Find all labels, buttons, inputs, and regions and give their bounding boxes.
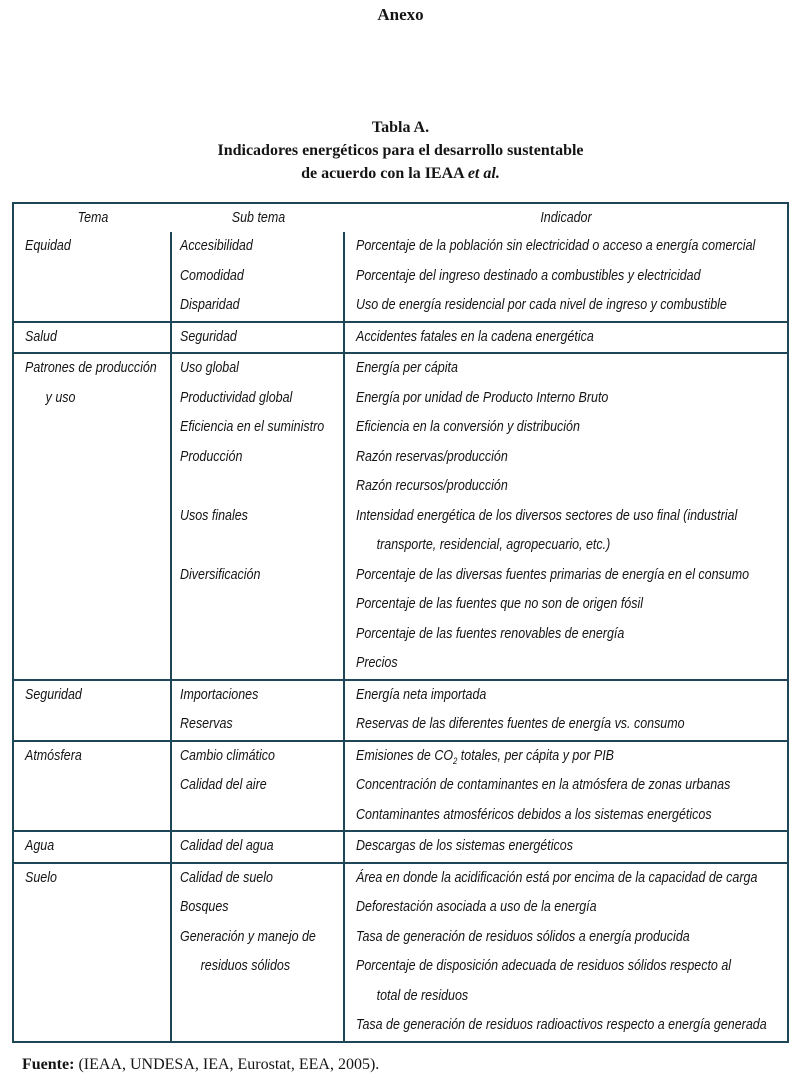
cell-line: Área en donde la acidificación está por encima de la capacidad de carga <box>356 869 758 886</box>
tema-cell <box>14 864 172 1041</box>
tema-cell <box>14 354 172 679</box>
cell-content <box>356 832 785 862</box>
cell-line: Agua <box>25 838 55 854</box>
table-row <box>14 862 787 1041</box>
cell-line: Eficiencia en el suministro <box>180 419 325 435</box>
table-row <box>14 679 787 740</box>
cell-line: y uso <box>45 389 76 406</box>
indicador-cell <box>345 742 787 831</box>
table-title-line1: Tabla A. <box>371 119 430 136</box>
cell-line: Energía por unidad de Producto Interno Bruto <box>356 389 609 406</box>
page-title: Anexo <box>377 5 424 24</box>
cell-line: Contaminantes atmosféricos debidos a los sistemas energéticos <box>356 806 712 823</box>
cell-line: Seguridad <box>180 328 237 345</box>
tema-cell <box>14 832 172 862</box>
cell-content <box>25 323 170 353</box>
cell-line: Deforestación asociada a uso de la energía <box>356 899 597 915</box>
table-row <box>14 352 787 679</box>
text-segment: totales, per cápita y por PIB <box>457 747 614 764</box>
subtema-cell <box>172 232 345 321</box>
cell-line: residuos sólidos <box>200 958 291 974</box>
cell-line: Accidentes fatales en la cadena energética <box>356 328 594 345</box>
cell-line: Producción <box>180 448 243 465</box>
table-title-line2: Indicadores energéticos para el desarrollo sustentable <box>217 142 584 159</box>
cell-content <box>25 742 170 772</box>
indicators-table <box>12 202 789 1043</box>
cell-content <box>25 681 170 711</box>
indicador-cell <box>345 354 787 679</box>
cell-line: Generación y manejo de <box>180 928 316 945</box>
cell-line: Tasa de generación de residuos sólidos a energía producida <box>356 928 690 945</box>
cell-line: Tasa de generación de residuos radioactivos respecto a energía generada <box>356 1017 767 1033</box>
cell-line: Reservas <box>180 716 233 732</box>
table-row <box>14 232 787 321</box>
column-header-indicador <box>345 204 787 232</box>
cell-line <box>180 531 343 561</box>
subtema-cell <box>172 832 345 862</box>
subtema-cell <box>172 354 345 679</box>
cell-line: Intensidad energética de los diversos sectores de uso final (industrial <box>356 507 738 524</box>
cell-line: Uso global <box>180 360 239 376</box>
cell-line: Razón recursos/producción <box>356 478 508 494</box>
cell-line: Seguridad <box>25 686 82 703</box>
cell-line: Equidad <box>25 238 71 254</box>
cell-line: Descargas de los sistemas energéticos <box>356 838 573 854</box>
cell-content <box>25 832 170 862</box>
tema-cell <box>14 323 172 353</box>
cell-line: Usos finales <box>180 507 248 524</box>
cell-content <box>180 864 343 982</box>
table-row <box>14 321 787 353</box>
cell-line: Calidad del agua <box>180 838 274 854</box>
indicador-cell <box>345 232 787 321</box>
cell-content <box>356 354 785 679</box>
cell-line: Accesibilidad <box>180 238 253 254</box>
column-header-subtema <box>172 204 345 232</box>
cell-line: Eficiencia en la conversión y distribución <box>356 419 580 435</box>
table-row <box>14 830 787 862</box>
cell-line: Disparidad <box>180 297 240 313</box>
cell-line: transporte, residencial, agropecuario, etc.) <box>376 537 611 553</box>
cell-content <box>180 742 343 801</box>
cell-content <box>356 323 785 353</box>
indicador-cell <box>345 323 787 353</box>
cell-line <box>356 742 785 772</box>
cell-line: Reservas de las diferentes fuentes de energía vs. consumo <box>356 716 685 732</box>
cell-content <box>25 354 170 413</box>
cell-line: Salud <box>25 328 57 345</box>
cell-line: Concentración de contaminantes en la atmósfera de zonas urbanas <box>356 777 731 793</box>
indicador-cell <box>345 864 787 1041</box>
indicador-cell <box>345 832 787 862</box>
cell-line: Comodidad <box>180 267 244 284</box>
column-header-label: Tema <box>77 210 109 226</box>
cell-line: Suelo <box>25 869 57 886</box>
cell-line: Porcentaje de las fuentes que no son de origen fósil <box>356 596 644 612</box>
subtema-cell <box>172 742 345 831</box>
tema-cell <box>14 742 172 831</box>
source-note <box>22 1056 379 1074</box>
tema-cell <box>14 232 172 321</box>
cell-line: Porcentaje de disposición adecuada de residuos sólidos respecto al <box>356 958 732 974</box>
cell-line: Energía neta importada <box>356 686 487 703</box>
column-header-label: Sub tema <box>231 210 286 226</box>
source-text: (IEAA, UNDESA, IEA, Eurostat, EEA, 2005). <box>74 1056 380 1073</box>
cell-content <box>356 742 785 831</box>
cell-line: Uso de energía residencial por cada nivel de ingreso y combustible <box>356 297 727 313</box>
cell-line: Porcentaje de la población sin electricidad o acceso a energía comercial <box>356 238 756 254</box>
cell-line: Bosques <box>180 899 229 915</box>
cell-content <box>180 323 343 353</box>
cell-line: Porcentaje de las diversas fuentes primarias de energía en el consumo <box>356 566 750 583</box>
source-label: Fuente: <box>22 1056 75 1073</box>
cell-content <box>180 681 343 740</box>
subtema-cell <box>172 323 345 353</box>
cell-content <box>25 864 170 894</box>
subtema-cell <box>172 681 345 740</box>
tema-cell <box>14 681 172 740</box>
cell-content <box>356 864 785 1041</box>
table-row <box>14 740 787 831</box>
cell-line: Calidad de suelo <box>180 869 273 886</box>
table-title-line3: de acuerdo con la IEAA et al. <box>301 165 500 182</box>
indicador-cell <box>345 681 787 740</box>
cell-line: Cambio climático <box>180 747 275 764</box>
cell-line: Diversificación <box>180 566 261 583</box>
cell-content <box>25 232 170 262</box>
column-header-tema <box>14 204 172 232</box>
cell-content <box>356 681 785 740</box>
et-al-italic: et al. <box>467 165 500 182</box>
cell-line <box>180 472 343 502</box>
cell-line: total de residuos <box>376 987 469 1004</box>
cell-line: Precios <box>356 655 398 671</box>
cell-content <box>356 232 785 321</box>
cell-content <box>180 232 343 321</box>
cell-content <box>180 354 343 590</box>
cell-line: Energía per cápita <box>356 360 458 376</box>
cell-line: Patrones de producción <box>25 360 157 376</box>
column-header-label: Indicador <box>540 210 592 226</box>
subscript-text: 2 <box>453 755 458 766</box>
cell-line: Razón reservas/producción <box>356 448 508 465</box>
cell-line: Importaciones <box>180 686 259 703</box>
cell-line: Calidad del aire <box>180 777 267 793</box>
table-header-row <box>14 204 787 232</box>
cell-line: Atmósfera <box>25 747 82 764</box>
subtema-cell <box>172 864 345 1041</box>
cell-content <box>180 832 343 862</box>
cell-line: Productividad global <box>180 389 293 406</box>
table-body <box>14 232 787 1041</box>
cell-line: Porcentaje de las fuentes renovables de energía <box>356 625 625 642</box>
cell-line: Porcentaje del ingreso destinado a combustibles y electricidad <box>356 267 701 284</box>
text-segment: Emisiones de CO <box>356 747 454 764</box>
table-title <box>0 116 801 185</box>
